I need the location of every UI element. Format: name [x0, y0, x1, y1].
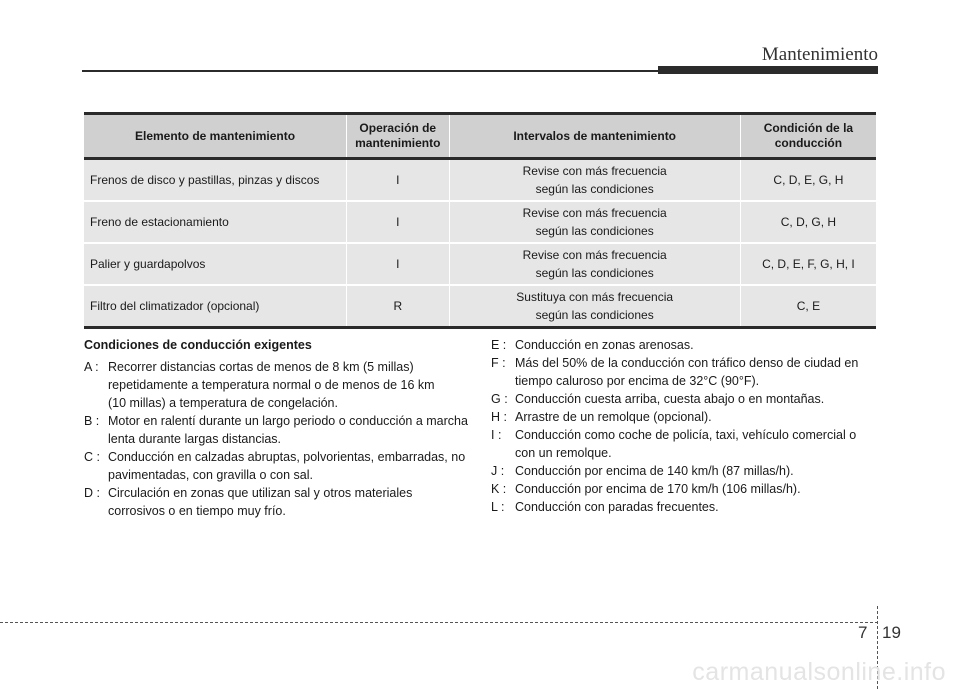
conditions-left-column [84, 336, 484, 520]
table-row [84, 159, 876, 202]
conditions-heading: Condiciones de conducción exigentes [84, 338, 312, 352]
condition-text: Conducción como coche de policía, taxi, vehículo comercial o con un remolque. [515, 428, 857, 460]
condition-item [491, 462, 881, 480]
condition-letter: D : [84, 486, 100, 500]
header-operation: Operación de mantenimiento [347, 114, 449, 159]
condition-text: Circulación en zonas que utilizan sal y otros materiales corrosivos o en tiempo muy frío. [108, 486, 413, 518]
condition-letter: I : [491, 428, 502, 442]
condition-text: Conducción cuesta arriba, cuesta abajo o en montañas. [515, 392, 825, 406]
condition-text: Conducción por encima de 140 km/h (87 millas/h). [515, 464, 794, 478]
row-condition: C, D, G, H [740, 201, 876, 243]
condition-text: Más del 50% de la conducción con tráfico denso de ciudad en tiempo caluroso por encima de 32°C (90°F). [515, 356, 859, 388]
condition-letter: C : [84, 450, 100, 464]
footer-rule [0, 622, 878, 623]
row-condition: C, E [740, 285, 876, 328]
condition-item [491, 426, 881, 462]
page-number: 19 [882, 623, 901, 642]
chapter-number: 7 [858, 623, 868, 642]
row-operation: I [347, 201, 449, 243]
condition-item [84, 358, 484, 412]
condition-letter: G : [491, 392, 508, 406]
condition-item [491, 354, 881, 390]
row-interval: Sustituya con más frecuencia según las condiciones [449, 285, 740, 328]
maintenance-table [84, 112, 876, 329]
header-condition: Condición de la conducción [740, 114, 876, 159]
watermark: carmanualsonline.info [692, 658, 946, 686]
table-row [84, 201, 876, 243]
condition-text: Conducción con paradas frecuentes. [515, 500, 719, 514]
condition-item [491, 390, 881, 408]
header-rule-thick [658, 66, 878, 74]
row-operation: I [347, 159, 449, 202]
row-operation: I [347, 243, 449, 285]
condition-item [84, 484, 484, 520]
row-condition: C, D, E, F, G, H, I [740, 243, 876, 285]
table-header-row [84, 114, 876, 159]
header-rule-thin [82, 70, 662, 72]
condition-letter: E : [491, 338, 507, 352]
row-item: Freno de estacionamiento [84, 201, 347, 243]
row-interval: Revise con más frecuencia según las condiciones [449, 243, 740, 285]
condition-item [84, 448, 484, 484]
condition-text: Conducción en calzadas abruptas, polvorientas, embarradas, no pavimentadas, con gravilla o con sal. [108, 450, 466, 482]
condition-letter: F : [491, 356, 506, 370]
row-item: Palier y guardapolvos [84, 243, 347, 285]
condition-letter: H : [491, 410, 507, 424]
condition-letter: J : [491, 464, 505, 478]
condition-item [491, 408, 881, 426]
condition-text: Recorrer distancias cortas de menos de 8 km (5 millas) repetidamente a temperatura normal o de menos de 16 km (10 millas) a temperatura de congelación. [108, 360, 435, 410]
condition-letter: K : [491, 482, 507, 496]
condition-text: Motor en ralentí durante un largo periodo o conducción a marcha lenta durante largas distancias. [108, 414, 468, 446]
condition-text: Conducción en zonas arenosas. [515, 338, 694, 352]
condition-letter: L : [491, 500, 505, 514]
row-item: Frenos de disco y pastillas, pinzas y discos [84, 159, 347, 202]
row-interval: Revise con más frecuencia según las condiciones [449, 201, 740, 243]
condition-item [84, 412, 484, 448]
header-item: Elemento de mantenimiento [84, 114, 347, 159]
condition-item [491, 498, 881, 516]
table-row [84, 243, 876, 285]
row-item: Filtro del climatizador (opcional) [84, 285, 347, 328]
header-interval: Intervalos de mantenimiento [449, 114, 740, 159]
condition-item [491, 480, 881, 498]
row-operation: R [347, 285, 449, 328]
table-row [84, 285, 876, 328]
condition-text: Conducción por encima de 170 km/h (106 millas/h). [515, 482, 801, 496]
condition-letter: A : [84, 360, 99, 374]
row-condition: C, D, E, G, H [740, 159, 876, 202]
condition-item [491, 336, 881, 354]
conditions-right-column [491, 336, 881, 516]
condition-text: Arrastre de un remolque (opcional). [515, 410, 712, 424]
section-title: Mantenimiento [761, 44, 878, 65]
row-interval: Revise con más frecuencia según las condiciones [449, 159, 740, 202]
condition-letter: B : [84, 414, 100, 428]
